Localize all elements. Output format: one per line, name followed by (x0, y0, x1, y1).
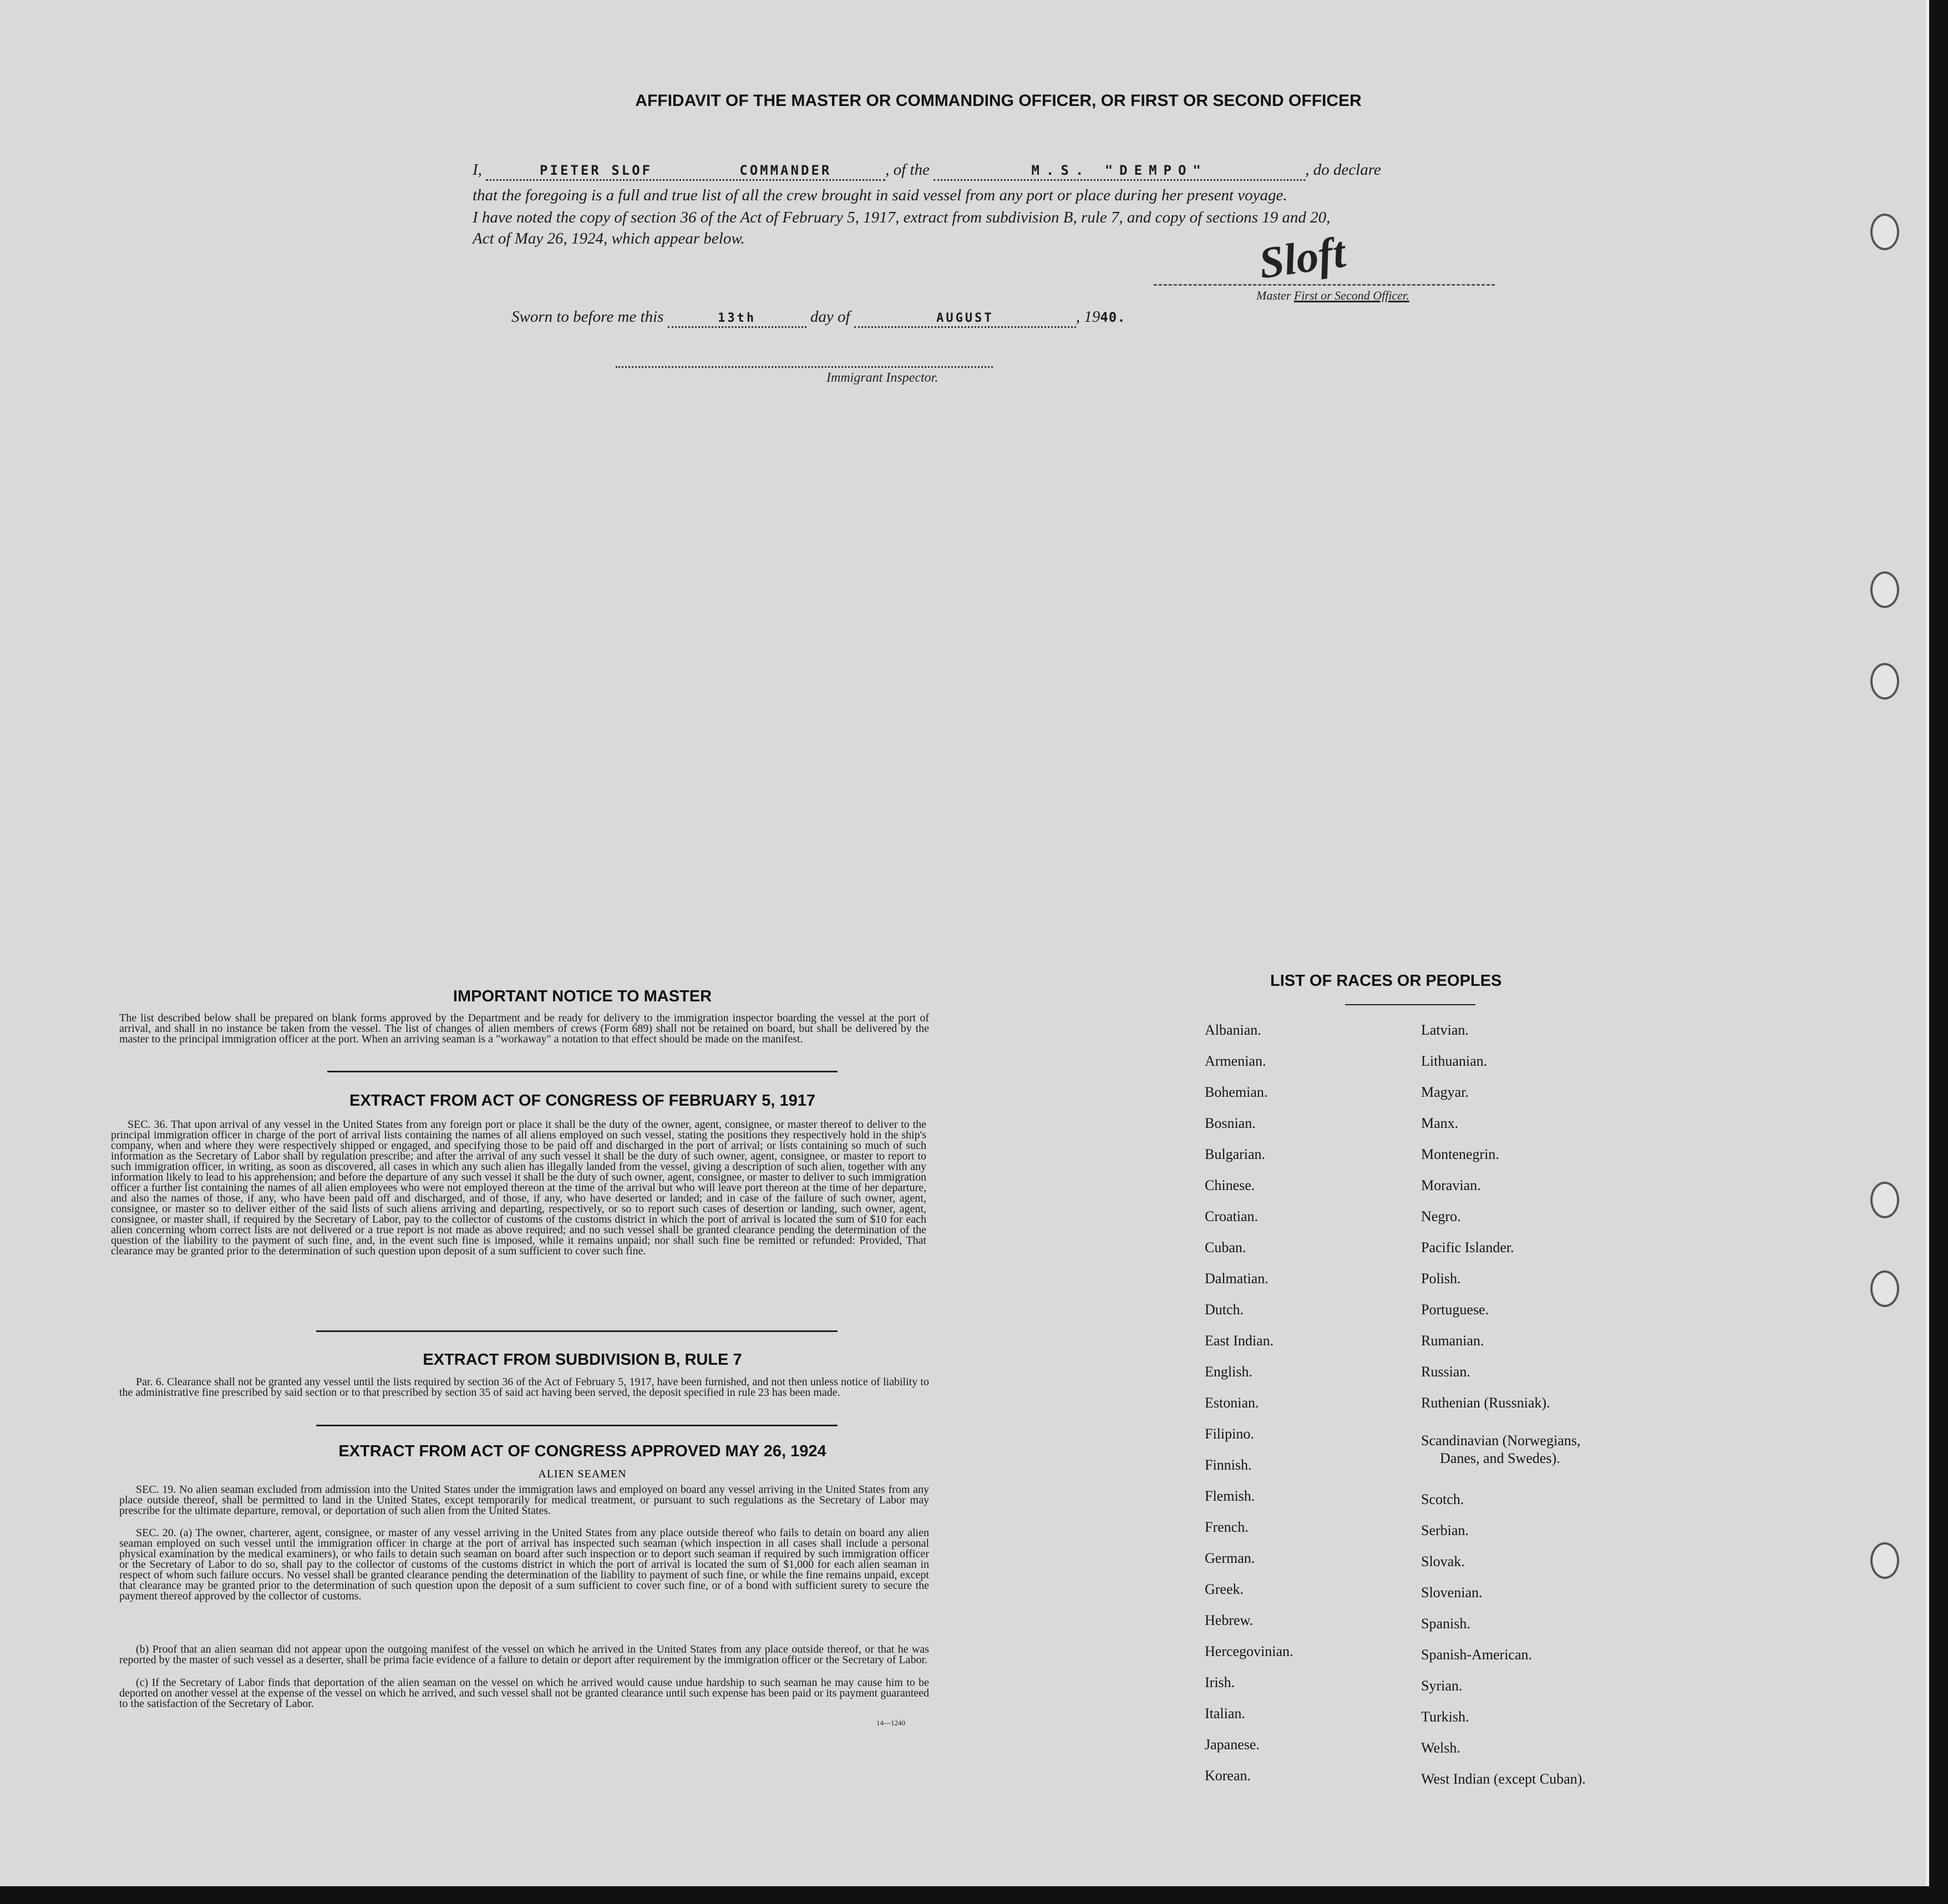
extract-1917-title: EXTRACT FROM ACT OF CONGRESS OF FEBRUARY 5, 1917 (349, 1092, 816, 1110)
notice-body: The list described below shall be prepared on blank forms approved by the Department and be ready for delivery to the immigration inspector boarding the vessel at the port of arrival, and shall in no instance be taken from the vessel. The list of changes of alien members of crews (Form 689) shall not be retained on board, but shall be delivered by the master to the principal immigration officer at the port. When an arriving seaman is a "workaway" a notation to that effect should be made on the manifest. (119, 1012, 929, 1045)
affidavit-title: AFFIDAVIT OF THE MASTER OR COMMANDING OFFICER, OR FIRST OR SECOND OFFICER (635, 92, 1362, 110)
race-russian: Russian. (1421, 1364, 1470, 1380)
race-irish: Irish. (1205, 1674, 1235, 1690)
race-dalmatian: Dalmatian. (1205, 1270, 1269, 1287)
race-flemish: Flemish. (1205, 1488, 1255, 1504)
form-number: 14—1240 (876, 1719, 905, 1727)
vessel-name: M.S. "DEMPO" (1031, 163, 1208, 178)
race-greek: Greek. (1205, 1581, 1244, 1597)
declaration-line-4: Act of May 26, 1924, which appear below. (473, 230, 745, 247)
race-negro: Negro. (1421, 1208, 1461, 1224)
signature-caption (1256, 288, 1409, 303)
extract-rule7-body: Par. 6. Clearance shall not be granted any vessel until the lists required by section 36 of the Act of February 5, 1917, have been furnished, and not then unless notice of liability to the administrative fine prescribed by said section or to that prescribed by section 35 of said act having been served, the deposit specified in rule 23 has been made. (119, 1376, 929, 1399)
section-divider (316, 1425, 838, 1426)
vessel-name-field (934, 161, 1305, 181)
race-rumanian: Rumanian. (1421, 1333, 1484, 1349)
extract-1917-body: SEC. 36. That upon arrival of any vessel in the United States from any foreign port or place it shall be the duty of the owner, agent, consignee, or master thereof to deliver to the principal immigration officer in charge of the port of arrival lists containing the names of all aliens employed on such vessel, stating the positions they respectively hold in the ship's company, when and where they were respectively shipped or engaged, and specifying those to be paid off and discharged in the port of arrival; or lists containing so much of such information as the Secretary of Labor shall by regulation prescribe; and after the arrival of any such vessel it shall be the duty of such owner, agent, consignee, or master to report to such immigration officer, in writing, as soon as discovered, all cases in which any such alien has illegally landed from the vessel, giving a description of such alien, together with any information likely to lead to his apprehension; and before the departure of any such vessel it shall be the duty of such owner, agent, consignee, or master to deliver to such immigration officer a further list containing the names of all alien employees who were not employed thereon at the time of the arrival but who will leave port thereon at the time of her departure, and also the names of those, if any, who have been paid off and discharged, and of those, if any, who have deserted or landed; and in case of the failure of such owner, agent, consignee, or master so to deliver either of the said lists of such aliens arriving and departing, respectively, or so to report such cases of desertion or landing, such owner, agent, consignee, or master shall, if required by the Secretary of Labor, pay to the collector of customs of the customs district in which the port of arrival is located the sum of $10 for each alien concerning whom correct lists are not delivered or a true report is not made as above required; and no such vessel shall be granted clearance pending the determination of the question of the liability to the payment of such fine, and, in the event such fine is imposed, while it remains unpaid; nor shall such fine be remitted or refunded: Provided, That clearance may be granted prior to the determination of such question upon deposit of a sum sufficient to cover such fine. (111, 1118, 926, 1257)
race-bosnian: Bosnian. (1205, 1115, 1256, 1131)
race-korean: Korean. (1205, 1768, 1251, 1784)
race-dutch: Dutch. (1205, 1302, 1244, 1318)
section-divider (316, 1330, 838, 1332)
binder-hole (1870, 571, 1899, 608)
race-ruthenian: Ruthenian (Russniak). (1421, 1395, 1550, 1411)
sig-officer-label: First or Second Officer. (1293, 288, 1409, 302)
race-scotch: Scotch. (1421, 1491, 1464, 1507)
race-hebrew: Hebrew. (1205, 1612, 1254, 1628)
race-polish: Polish. (1421, 1270, 1461, 1287)
extract-rule7-title: EXTRACT FROM SUBDIVISION B, RULE 7 (423, 1351, 742, 1369)
of-the-label: , of the (885, 161, 930, 179)
sworn-day: 13th (718, 311, 757, 325)
extract-1924-sec20a: SEC. 20. (a) The owner, charterer, agent, consignee, or master of any vessel arriving in the United States from any place outside thereof who fails to detain on board any alien seaman employed on such vessel until the immigration officer in charge at the port of arrival has inspected such seaman (which inspection in all cases shall include a personal physical examination by the medical examiners), or who fails to detain such seaman on board after such inspection or to deport such seaman if required by such immigration officer or the Secretary of Labor to do so, shall pay to the collector of customs of the customs district in which the port of arrival is located the sum of $1,000 for each alien seaman in respect of whom such failure occurs. No vessel shall be granted clearance pending the determination of the liability to payment of such fine, or while the fine remains unpaid, except that clearance may be granted prior to the determination of such question upon the deposit of a sum sufficient to cover such fine, or of a bond with sufficient surety to secure the payment thereof approved by the collector of customs. (119, 1527, 929, 1602)
race-estonian: Estonian. (1205, 1395, 1259, 1411)
race-hercegovinian: Hercegovinian. (1205, 1643, 1293, 1659)
sworn-prefix: Sworn to before me this (511, 308, 664, 326)
race-montenegrin: Montenegrin. (1421, 1146, 1499, 1162)
declaration-pronoun: I, (473, 161, 482, 179)
declaration-line-1 (473, 161, 1381, 181)
race-german: German. (1205, 1550, 1255, 1566)
do-declare-label: , do declare (1305, 161, 1381, 179)
extract-1924-sec19: SEC. 19. No alien seaman excluded from admission into the United States under the immigration laws and employed on board any vessel arriving in the United States from any place outside thereof, shall be permitted to land in the United States, except temporarily for medical treatment, or pursuant to such regulations as the Secretary of Labor may prescribe for the ultimate departure, removal, or deportation of such alien from the United States. (119, 1483, 929, 1517)
race-filipino: Filipino. (1205, 1426, 1254, 1442)
race-scandinavian: Scandinavian (Norwegians, (1421, 1432, 1581, 1449)
race-croatian: Croatian. (1205, 1208, 1259, 1224)
race-serbian: Serbian. (1421, 1522, 1469, 1538)
race-east-indian: East Indian. (1205, 1333, 1274, 1349)
race-bohemian: Bohemian. (1205, 1084, 1268, 1100)
sworn-year: 40. (1100, 310, 1126, 325)
master-name: PIETER SLOF (540, 163, 652, 178)
race-spanish-american: Spanish-American. (1421, 1647, 1533, 1663)
race-spanish: Spanish. (1421, 1616, 1470, 1632)
race-slovak: Slovak. (1421, 1553, 1465, 1569)
race-portuguese: Portuguese. (1421, 1302, 1489, 1318)
race-syrian: Syrian. (1421, 1678, 1463, 1694)
day-of-label: day of (810, 308, 850, 326)
sworn-month-field (854, 308, 1076, 328)
race-cuban: Cuban. (1205, 1239, 1246, 1255)
race-moravian: Moravian. (1421, 1177, 1481, 1193)
extract-1924-sec20b: (b) Proof that an alien seaman did not appear upon the outgoing manifest of the vessel on which he arrived in the United States from any place outside thereof, or that he was reported by the master of such vessel as a deserter, shall be prima facie evidence of a failure to detain or deport after requirement by the immigration officer or the Secretary of Labor. (119, 1643, 929, 1666)
sworn-day-field (668, 308, 806, 328)
binder-hole (1870, 214, 1899, 250)
binder-hole (1870, 1542, 1899, 1579)
notice-title: IMPORTANT NOTICE TO MASTER (453, 988, 712, 1005)
inspector-signature-line (616, 366, 993, 368)
master-signature: Sloft (1256, 227, 1348, 288)
extract-1924-sec20c: (c) If the Secretary of Labor finds that deportation of the alien seaman on the vessel on which he arrived would cause undue hardship to such seaman he may cause him to be deported on another vessel at the expense of the vessel on which he arrived, and such vessel shall not be granted clearance until such expense has been paid or its payment guaranteed to the satisfaction of the Secretary of Labor. (119, 1677, 929, 1710)
section-divider (327, 1071, 838, 1072)
sworn-year-prefix: , 19 (1076, 308, 1100, 326)
race-welsh: Welsh. (1421, 1740, 1460, 1756)
race-japanese: Japanese. (1205, 1736, 1260, 1753)
declaration-line-3: I have noted the copy of section 36 of the Act of February 5, 1917, extract from subdivision B, rule 7, and copy of sections 19 and 20, (473, 209, 1331, 226)
signature-line (1154, 284, 1495, 286)
race-latvian: Latvian. (1421, 1022, 1469, 1038)
race-turkish: Turkish. (1421, 1709, 1469, 1725)
race-manx: Manx. (1421, 1115, 1459, 1131)
race-armenian: Armenian. (1205, 1053, 1266, 1069)
extract-1924-title: EXTRACT FROM ACT OF CONGRESS APPROVED MAY 26, 1924 (338, 1442, 826, 1460)
race-finnish: Finnish. (1205, 1457, 1252, 1473)
declaration-line-2: that the foregoing is a full and true list of all the crew brought in said vessel from any port or place during her present voyage. (473, 186, 1287, 204)
binder-hole (1870, 1270, 1899, 1307)
race-french: French. (1205, 1519, 1249, 1535)
race-italian: Italian. (1205, 1705, 1245, 1721)
sworn-month: AUGUST (936, 311, 994, 325)
race-scandinavian-cont: Danes, and Swedes). (1440, 1450, 1560, 1466)
master-rank: COMMANDER (739, 163, 832, 178)
race-magyar: Magyar. (1421, 1084, 1469, 1100)
race-albanian: Albanian. (1205, 1022, 1261, 1038)
master-name-field (486, 161, 885, 181)
races-title: LIST OF RACES OR PEOPLES (1270, 972, 1502, 990)
sworn-statement (511, 308, 1126, 328)
race-west-indian: West Indian (except Cuban). (1421, 1771, 1586, 1787)
sig-master-label: Master (1256, 288, 1291, 302)
race-chinese: Chinese. (1205, 1177, 1255, 1193)
race-english: English. (1205, 1364, 1252, 1380)
races-title-rule (1345, 1004, 1475, 1005)
race-bulgarian: Bulgarian. (1205, 1146, 1266, 1162)
binder-hole (1870, 1182, 1899, 1218)
binder-hole (1870, 663, 1899, 700)
extract-1924-subtitle: ALIEN SEAMEN (538, 1468, 627, 1480)
race-pacific-islander: Pacific Islander. (1421, 1239, 1514, 1255)
inspector-caption: Immigrant Inspector. (826, 371, 939, 385)
race-lithuanian: Lithuanian. (1421, 1053, 1488, 1069)
race-slovenian: Slovenian. (1421, 1584, 1483, 1601)
